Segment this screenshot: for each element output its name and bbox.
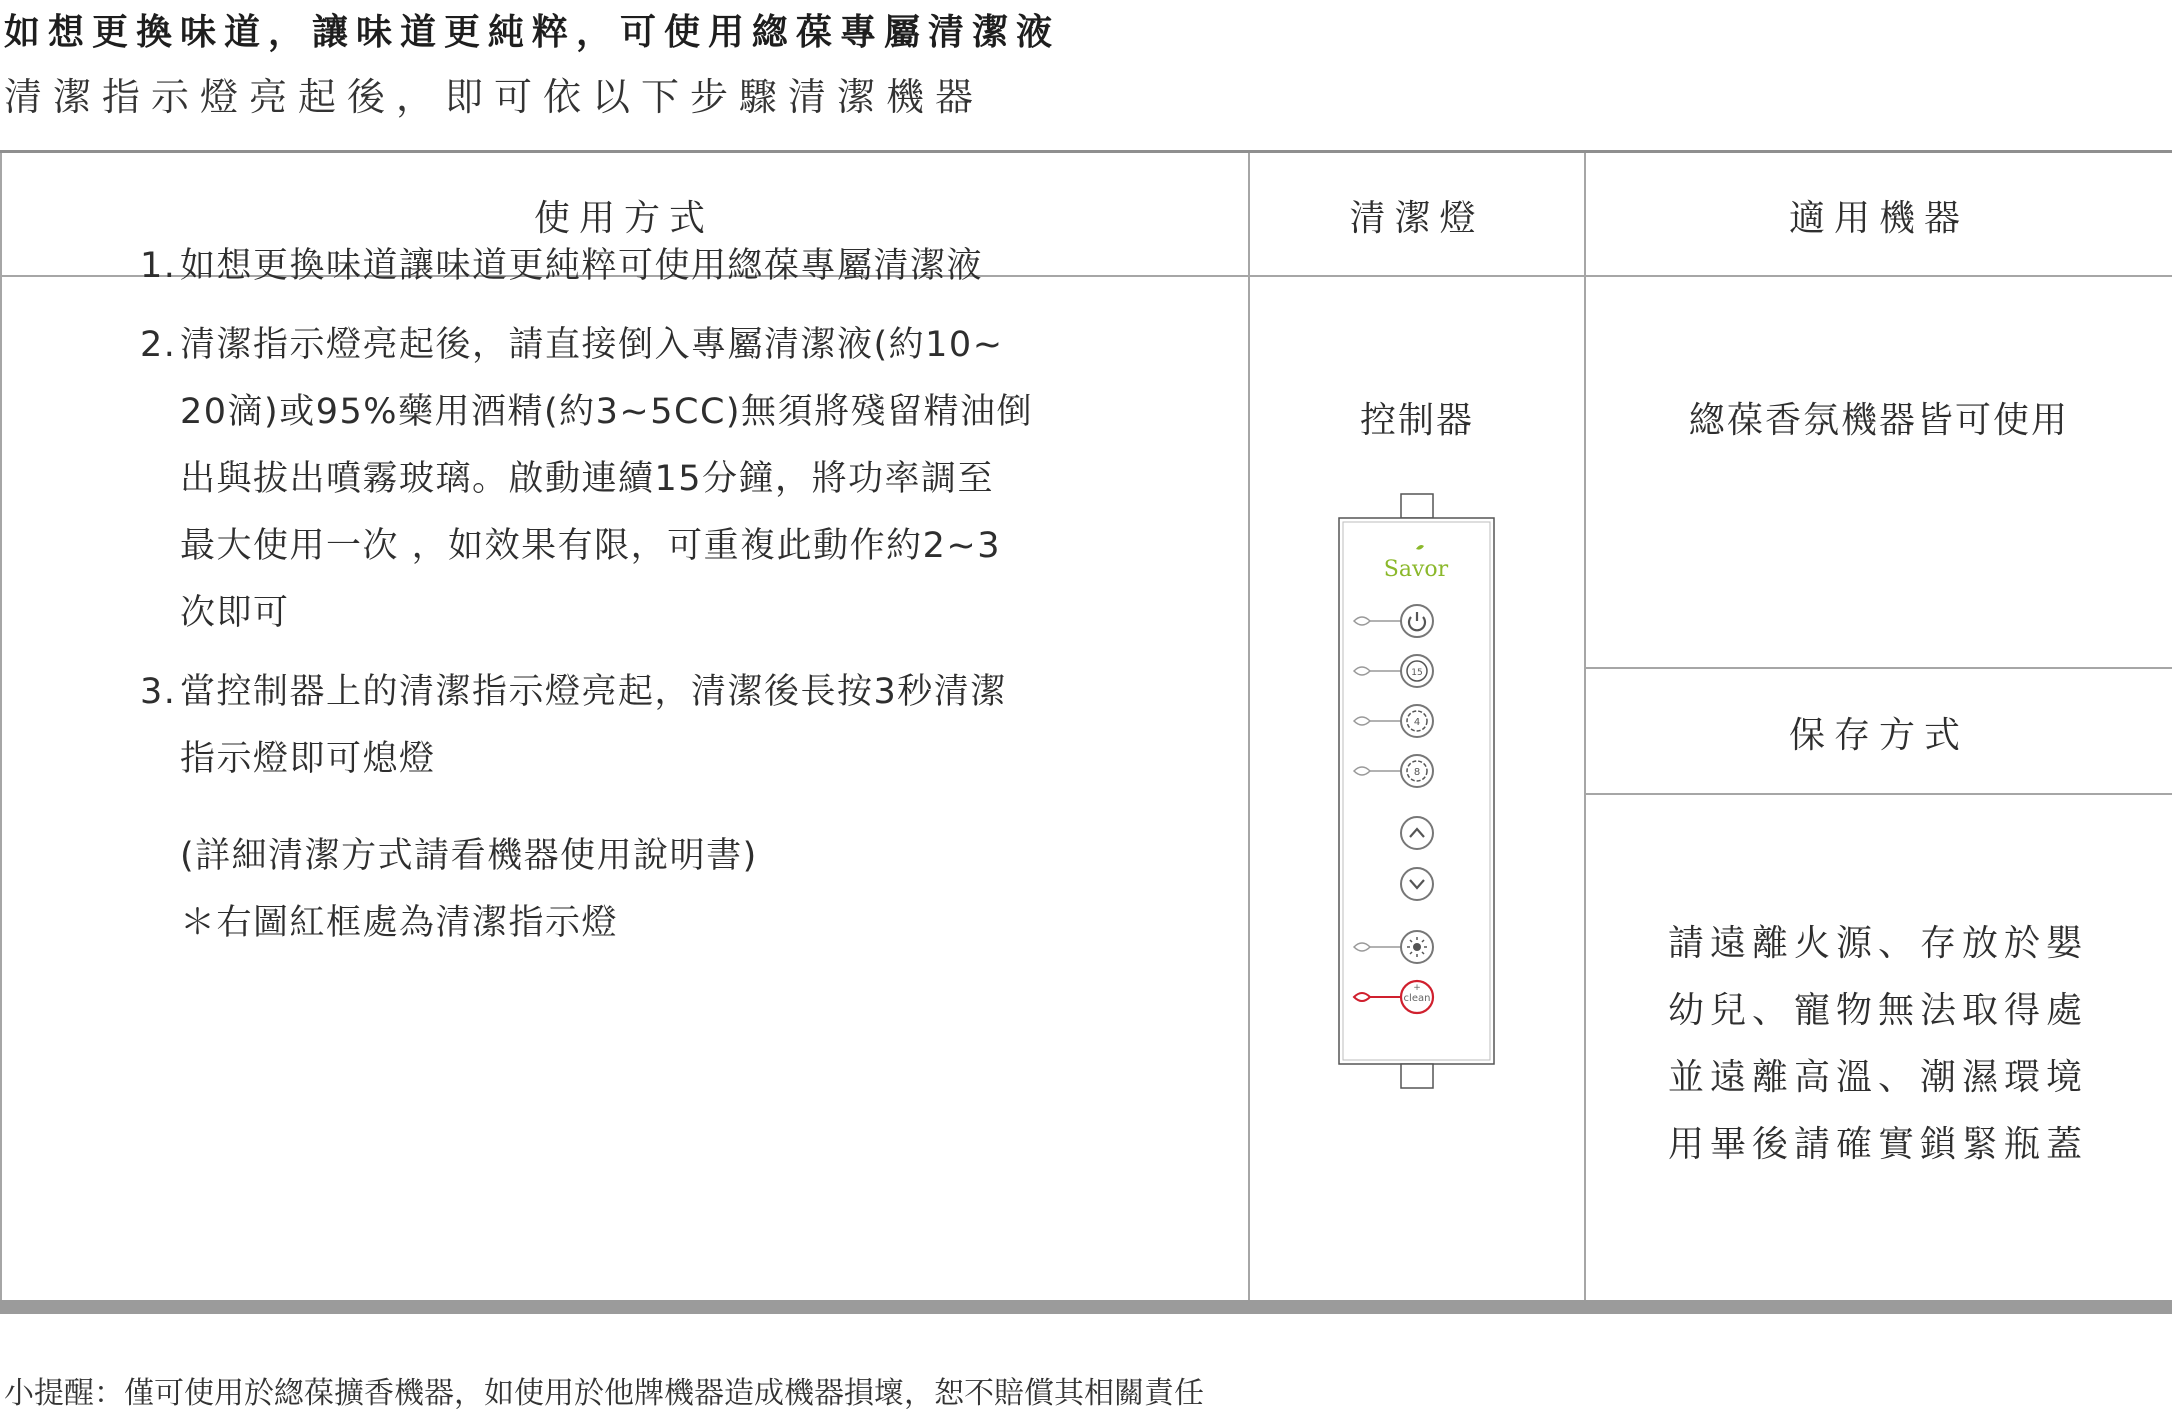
- page-title: 如想更換味道，讓味道更純粹，可使用緫葆專屬清潔液: [4, 12, 1061, 53]
- step-item: [140, 659, 1140, 793]
- down-button[interactable]: [1401, 868, 1433, 900]
- note-line: ＊右圖紅框處為清潔指示燈: [180, 903, 619, 943]
- machines-text: 緫葆香氛機器皆可使用: [1688, 400, 2069, 441]
- step-line: 當控制器上的清潔指示燈亮起，清潔後長按3秒清潔: [180, 672, 1007, 712]
- step-line: 清潔指示燈亮起後，請直接倒入專屬清潔液(約10~: [180, 325, 1004, 365]
- footer-reminder: 小提醒：僅可使用於緫葆擴香機器，如使用於他牌機器造成機器損壞，恕不賠償其相關責任: [4, 1376, 1204, 1411]
- timer-8-label: 8: [1413, 767, 1421, 778]
- storage-top-divider: [1584, 667, 2172, 669]
- controller-device: [1338, 493, 1496, 1093]
- header-usage: 使用方式: [533, 198, 714, 239]
- step-number: 1.: [140, 246, 177, 286]
- header-light: 清潔燈: [1349, 198, 1485, 239]
- header-machines: 適用機器: [1788, 198, 1969, 239]
- brand-logo: Savor: [1383, 557, 1449, 582]
- step-line: 最大使用一次 ，如效果有限，可重複此動作約2~3: [180, 526, 1001, 566]
- up-icon-ring: [1401, 817, 1433, 849]
- usage-note: [140, 823, 1140, 957]
- storage-text: [1668, 910, 2088, 1178]
- step-item: [140, 312, 1140, 647]
- bottom-connector: [1401, 1064, 1433, 1088]
- storage-line: 請遠離火源、存放於嬰: [1668, 923, 2089, 964]
- storage-line: 並遠離高溫、潮濕環境: [1668, 1057, 2089, 1098]
- note-line: (詳細清潔方式請看機器使用說明書): [180, 836, 758, 876]
- step-number: 2.: [140, 325, 177, 365]
- usage-steps: [140, 233, 1140, 957]
- clean-label: clean: [1403, 993, 1431, 1004]
- plus-icon: +: [1413, 983, 1421, 993]
- column-divider-1: [1248, 153, 1250, 1300]
- down-icon-ring: [1401, 868, 1433, 900]
- sun-icon: [1413, 943, 1421, 951]
- controller-label: 控制器: [1359, 400, 1474, 441]
- step-number: 3.: [140, 672, 177, 712]
- storage-line: 幼兒、寵物無法取得處: [1668, 990, 2089, 1031]
- timer-15-label: 15: [1411, 668, 1423, 678]
- controller-illustration: [1338, 493, 1496, 1093]
- table-left-border: [0, 153, 2, 1300]
- timer-4-label: 4: [1413, 717, 1421, 728]
- page-subtitle: 清潔指示燈亮起後，即可依以下步驟清潔機器: [4, 75, 985, 119]
- step-line: 如想更換味道讓味道更純粹可使用緫葆專屬清潔液: [180, 246, 984, 286]
- top-connector: [1401, 494, 1433, 518]
- step-line: 20滴)或95%藥用酒精(約3~5CC)無須將殘留精油倒: [180, 392, 1034, 432]
- up-button[interactable]: [1401, 817, 1433, 849]
- step-line: 指示燈即可熄燈: [180, 739, 436, 779]
- step-item: [140, 233, 1140, 300]
- storage-line: 用畢後請確實鎖緊瓶蓋: [1668, 1124, 2089, 1165]
- step-line: 出與拔出噴霧玻璃。啟動連續15分鐘，將功率調至: [180, 459, 995, 499]
- storage-bottom-divider: [1584, 793, 2172, 795]
- step-line: 次即可: [180, 593, 290, 633]
- header-storage: 保存方式: [1788, 715, 1969, 756]
